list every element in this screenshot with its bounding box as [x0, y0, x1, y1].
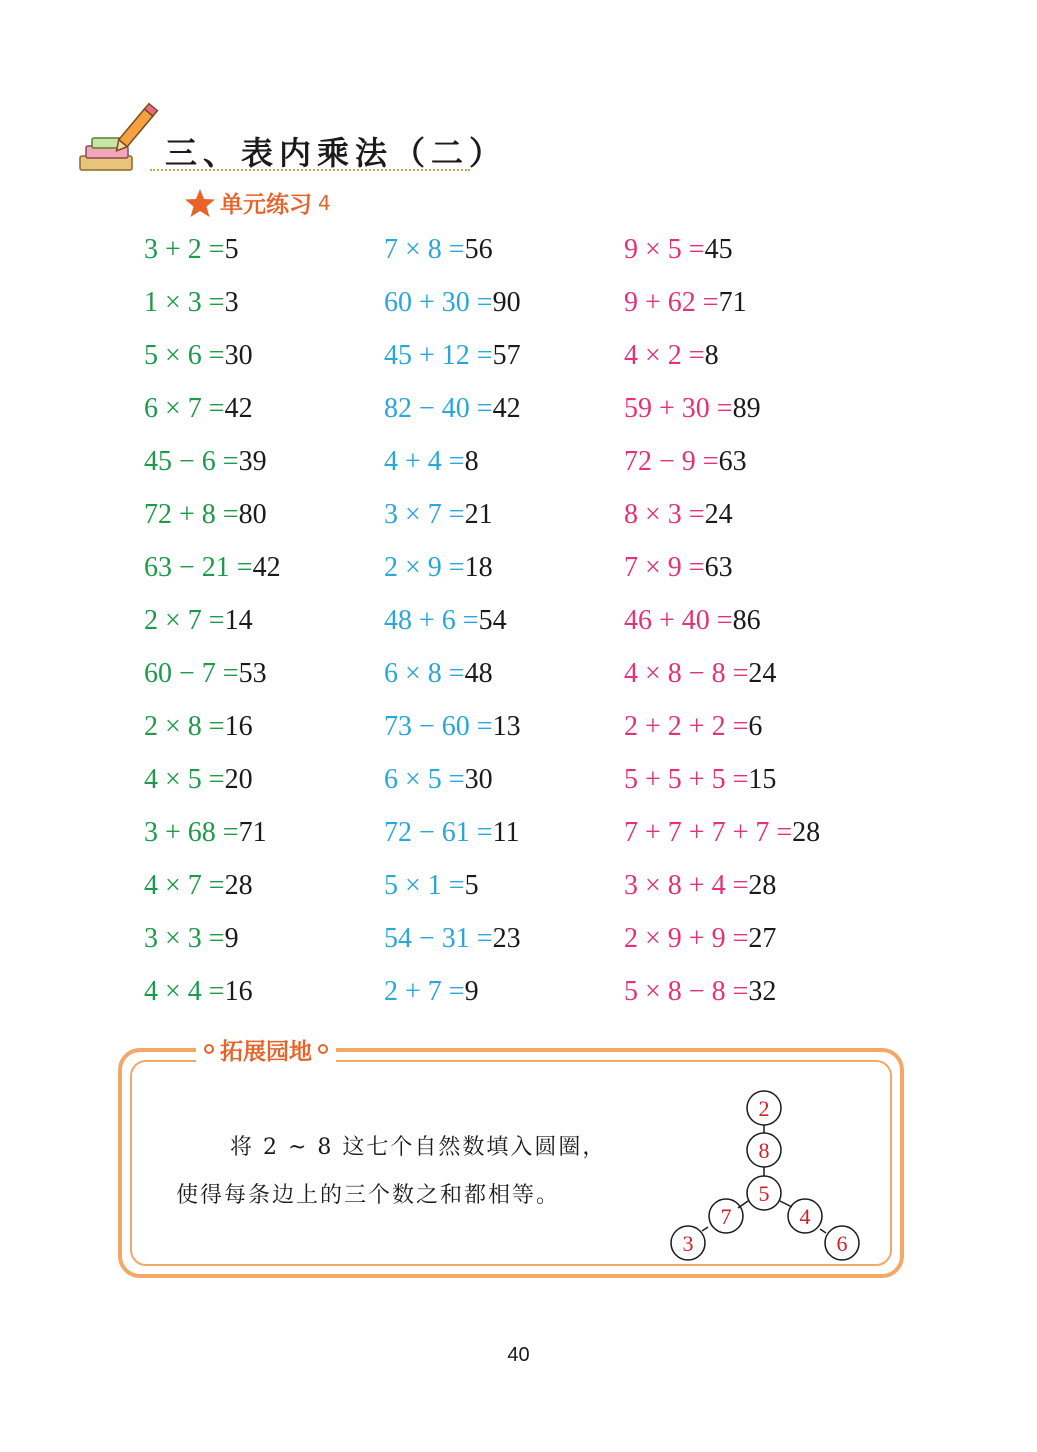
equation-expression: 59 + 30 = — [624, 393, 733, 424]
equation-expression: 72 + 8 = — [144, 499, 239, 530]
equation-row — [624, 287, 747, 319]
equation-expression: 9 + 62 = — [624, 287, 719, 318]
equation-answer: 42 — [252, 552, 281, 583]
equation-row — [144, 658, 267, 690]
equation-expression: 3 × 7 = — [384, 499, 465, 530]
equation-row — [624, 976, 776, 1008]
equation-answer: 71 — [718, 287, 747, 318]
equation-answer: 45 — [704, 234, 733, 265]
equation-answer: 24 — [704, 499, 733, 530]
equation-row — [624, 552, 733, 584]
equation-expression: 72 − 61 = — [384, 817, 493, 848]
equation-row — [384, 605, 507, 637]
equation-expression: 2 + 2 + 2 = — [624, 711, 749, 742]
equation-answer: 23 — [492, 923, 521, 954]
equation-answer: 54 — [478, 605, 507, 636]
equation-answer: 57 — [492, 340, 521, 371]
equation-expression: 3 + 2 = — [144, 234, 225, 265]
equation-row — [144, 870, 253, 902]
unit-label: 单元练习 — [220, 192, 312, 218]
equation-row — [384, 340, 521, 372]
equation-row — [624, 393, 761, 425]
equation-answer: 48 — [464, 658, 493, 689]
equation-answer: 5 — [464, 870, 479, 901]
equation-answer: 21 — [464, 499, 493, 530]
equation-expression: 72 − 9 = — [624, 446, 719, 477]
star-icon — [184, 188, 216, 218]
circle-number: 7 — [720, 1204, 732, 1229]
equation-row — [144, 234, 239, 266]
equation-answer: 63 — [718, 446, 747, 477]
equation-answer: 8 — [464, 446, 479, 477]
equation-expression: 60 + 30 = — [384, 287, 493, 318]
equation-expression: 4 × 5 = — [144, 764, 225, 795]
puzzle-instruction-line-1: 将 2 ~ 8 这七个自然数填入圆圈， — [230, 1135, 607, 1160]
equation-row — [144, 764, 253, 796]
page-number: 40 — [507, 1344, 530, 1366]
equation-expression: 73 − 60 = — [384, 711, 493, 742]
equation-answer: 11 — [492, 817, 520, 848]
equation-expression: 5 × 6 = — [144, 340, 225, 371]
equation-answer: 90 — [492, 287, 521, 318]
equation-answer: 9 — [224, 923, 239, 954]
circle-number: 6 — [836, 1231, 848, 1256]
equation-expression: 4 + 4 = — [384, 446, 465, 477]
equation-expression: 8 × 3 = — [624, 499, 705, 530]
equation-answer: 89 — [732, 393, 761, 424]
equation-row — [384, 234, 493, 266]
equation-expression: 4 × 2 = — [624, 340, 705, 371]
unit-heading — [184, 186, 331, 219]
equation-row — [384, 499, 493, 531]
equation-expression: 48 + 6 = — [384, 605, 479, 636]
equation-answer: 14 — [224, 605, 253, 636]
equation-answer: 24 — [748, 658, 777, 689]
equation-answer: 13 — [492, 711, 521, 742]
equation-answer: 39 — [238, 446, 267, 477]
equation-row — [144, 446, 267, 478]
equation-expression: 82 − 40 = — [384, 393, 493, 424]
equation-answer: 42 — [224, 393, 253, 424]
circle-number: 8 — [758, 1138, 770, 1163]
pencil-books-icon — [78, 102, 160, 178]
bullet-dot-icon — [204, 1044, 214, 1054]
equation-row — [384, 393, 521, 425]
equation-row — [384, 976, 479, 1008]
equation-expression: 9 × 5 = — [624, 234, 705, 265]
equation-expression: 6 × 8 = — [384, 658, 465, 689]
chapter-title: 三、表内乘法（二） — [165, 134, 508, 172]
equation-expression: 6 × 5 = — [384, 764, 465, 795]
equation-row — [144, 711, 253, 743]
equation-answer: 30 — [464, 764, 493, 795]
equation-expression: 45 − 6 = — [144, 446, 239, 477]
equation-row — [624, 658, 776, 690]
number-circle-diagram — [660, 1085, 880, 1270]
equation-row — [144, 817, 267, 849]
equation-answer: 30 — [224, 340, 253, 371]
equation-expression: 4 × 4 = — [144, 976, 225, 1007]
equation-row — [384, 446, 479, 478]
equation-expression: 5 × 1 = — [384, 870, 465, 901]
equation-expression: 2 × 9 + 9 = — [624, 923, 749, 954]
equation-answer: 16 — [224, 711, 253, 742]
equation-row — [624, 817, 820, 849]
circle-number: 4 — [799, 1204, 811, 1229]
equation-answer: 3 — [224, 287, 239, 318]
equation-answer: 15 — [748, 764, 777, 795]
equation-answer: 28 — [224, 870, 253, 901]
equation-answer: 28 — [748, 870, 777, 901]
equation-row — [144, 976, 253, 1008]
extension-heading — [196, 1034, 336, 1064]
circle-number: 3 — [682, 1231, 694, 1256]
equation-row — [384, 711, 521, 743]
bullet-dot-icon — [318, 1044, 328, 1054]
equation-answer: 16 — [224, 976, 253, 1007]
equation-expression: 54 − 31 = — [384, 923, 493, 954]
equation-expression: 45 + 12 = — [384, 340, 493, 371]
equation-row — [624, 764, 776, 796]
equation-row — [144, 393, 253, 425]
equation-row — [624, 870, 776, 902]
equation-row — [384, 870, 479, 902]
equation-expression: 7 × 8 = — [384, 234, 465, 265]
equation-row — [624, 499, 733, 531]
equation-answer: 42 — [492, 393, 521, 424]
equation-answer: 20 — [224, 764, 253, 795]
equation-row — [144, 605, 253, 637]
equation-answer: 18 — [464, 552, 493, 583]
equation-expression: 2 + 7 = — [384, 976, 465, 1007]
equation-row — [144, 340, 253, 372]
equation-expression: 4 × 8 − 8 = — [624, 658, 749, 689]
equation-expression: 3 + 68 = — [144, 817, 239, 848]
equation-expression: 6 × 7 = — [144, 393, 225, 424]
equation-row — [384, 817, 520, 849]
equation-answer: 80 — [238, 499, 267, 530]
equation-answer: 8 — [704, 340, 719, 371]
equation-expression: 7 + 7 + 7 + 7 = — [624, 817, 793, 848]
equation-row — [624, 923, 776, 955]
equation-answer: 6 — [748, 711, 763, 742]
equation-expression: 2 × 8 = — [144, 711, 225, 742]
equation-row — [624, 340, 719, 372]
equation-row — [624, 234, 733, 266]
equation-answer: 28 — [792, 817, 821, 848]
equation-expression: 7 × 9 = — [624, 552, 705, 583]
equation-row — [384, 923, 521, 955]
equation-expression: 5 + 5 + 5 = — [624, 764, 749, 795]
extension-title: 拓展园地 — [220, 1038, 312, 1065]
equation-expression: 60 − 7 = — [144, 658, 239, 689]
equation-expression: 5 × 8 − 8 = — [624, 976, 749, 1007]
puzzle-instruction-line-2: 使得每条边上的三个数之和都相等。 — [176, 1183, 561, 1208]
equation-expression: 2 × 7 = — [144, 605, 225, 636]
equation-row — [624, 711, 762, 743]
equation-row — [624, 605, 761, 637]
equation-row — [384, 764, 493, 796]
equation-expression: 63 − 21 = — [144, 552, 253, 583]
equation-expression: 3 × 3 = — [144, 923, 225, 954]
equation-answer: 56 — [464, 234, 493, 265]
equation-row — [384, 287, 521, 319]
equation-expression: 1 × 3 = — [144, 287, 225, 318]
circle-number: 2 — [758, 1096, 770, 1121]
equation-row — [384, 552, 493, 584]
equation-answer: 63 — [704, 552, 733, 583]
equation-answer: 71 — [238, 817, 267, 848]
equation-row — [144, 923, 239, 955]
equation-row — [144, 499, 267, 531]
title-divider — [150, 169, 470, 171]
equation-answer: 9 — [464, 976, 479, 1007]
equation-row — [624, 446, 747, 478]
equation-answer: 86 — [732, 605, 761, 636]
equation-answer: 5 — [224, 234, 239, 265]
equation-expression: 46 + 40 = — [624, 605, 733, 636]
equation-expression: 2 × 9 = — [384, 552, 465, 583]
equation-answer: 53 — [238, 658, 267, 689]
unit-number: 4 — [318, 190, 331, 215]
equation-answer: 32 — [748, 976, 777, 1007]
equation-answer: 27 — [748, 923, 777, 954]
equation-expression: 3 × 8 + 4 = — [624, 870, 749, 901]
equation-row — [144, 287, 239, 319]
equation-row — [384, 658, 493, 690]
equation-row — [144, 552, 281, 584]
equation-expression: 4 × 7 = — [144, 870, 225, 901]
circle-number: 5 — [758, 1181, 770, 1206]
